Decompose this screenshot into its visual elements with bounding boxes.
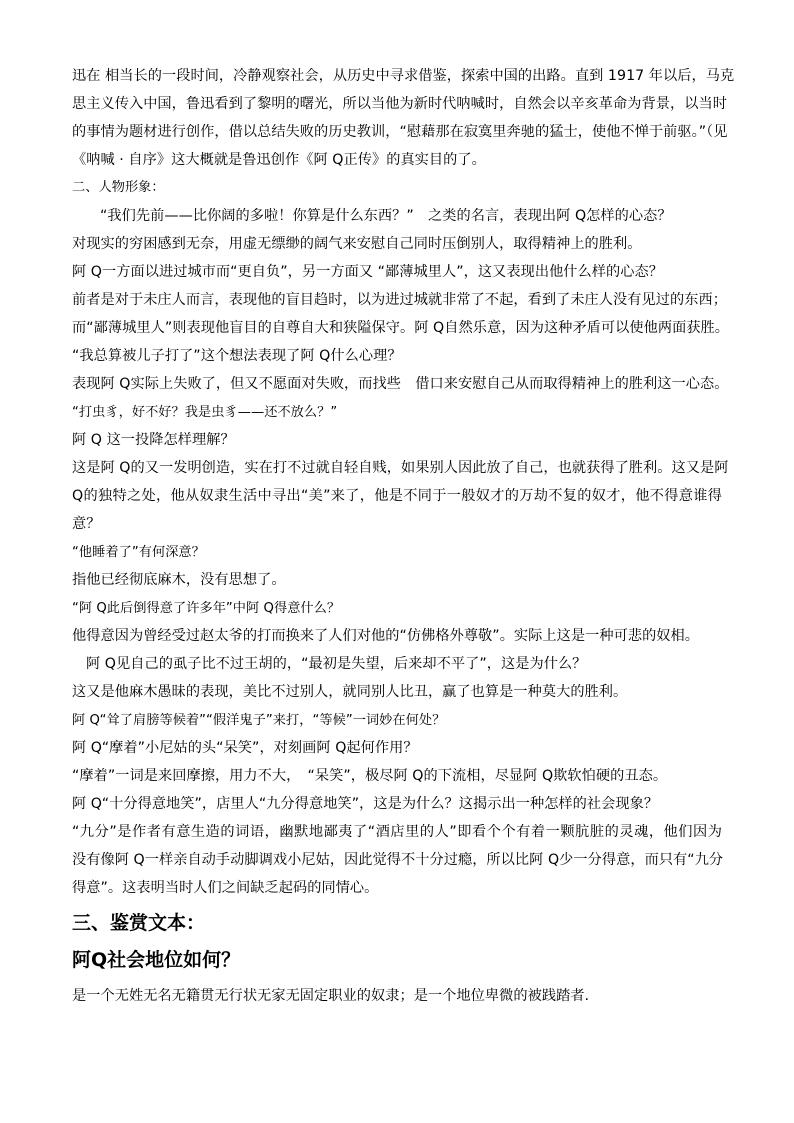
answer-line: 指他已经彻底麻木，没有思想了。 [72, 572, 286, 588]
answer-line: 而“鄙薄城里人”则表现他盲目的自尊自大和狭隘保守。阿 Q自然乐意，因为这种矛盾可以使他两面获胜。 [72, 320, 730, 336]
answer-line: 这是阿 Q的又一发明创造，实在打不过就自轻自贱，如果别人因此放了自己，也就获得了胜利。这又是阿 [72, 460, 729, 476]
question-line: 阿 Q见自己的虱子比不过王胡的，“最初是失望，后来却不平了”，这是为什么？ [86, 656, 587, 672]
paragraph-line: 迅在 相当长的一段时间，冷静观察社会，从历史中寻求借鉴，探索中国的出路。直到 1917 年以后，马克 [72, 68, 735, 84]
question-line: “我总算被儿子打了”这个想法表现了阿 Q什么心理？ [72, 348, 402, 364]
answer-line: “九分”是作者有意生造的词语，幽默地鄙夷了“酒店里的人”即看个个有着一颗肮脏的灵魂，他们因为 [72, 824, 722, 840]
question-line: “阿 Q此后倒得意了许多年”中阿 Q得意什么？ [72, 601, 341, 616]
question-line: 阿 Q“十分得意地笑”，店里人“九分得意地笑”，这是为什么？这揭示出一种怎样的社会现象？ [72, 796, 659, 812]
answer-line: 得意”。这表明当时人们之间缺乏起码的同情心。 [72, 880, 379, 896]
answer-line: 意？ [72, 516, 101, 532]
question-line: 阿 Q“耸了肩膀等候着”“假洋鬼子”来打，“等候”一词妙在何处？ [72, 713, 446, 728]
section-heading-characters: 二、人物形象： [72, 180, 165, 195]
answer-line: 表现阿 Q实际上失败了，但又不愿面对失败，而找些 借口来安慰自己从而取得精神上的胜利这一心态。 [72, 376, 729, 392]
paragraph-line: 的事情为题材进行创作，借以总结失败的历史教训，“慰藉那在寂寞里奔驰的猛士，使他不惮于前驱。”（见 [72, 124, 728, 140]
quote-line: “打虫豸，好不好？我是虫豸——还不放么？” [72, 405, 338, 420]
answer-line: 没有像阿 Q一样亲自动手动脚调戏小尼姑，因此觉得不十分过瘾，所以比阿 Q少一分得意，而只有“九分 [72, 852, 724, 868]
question-line: 阿 Q 这一投降怎样理解？ [72, 432, 235, 448]
answer-line: 他得意因为曾经受过赵太爷的打而换来了人们对他的“仿佛格外尊敬”。实际上这是一种可悲的奴相。 [72, 628, 700, 644]
question-line: 阿 Q“摩着”小尼姑的头“呆笑”，对刻画阿 Q起何作用？ [72, 740, 418, 756]
answer-line: 这又是他麻木愚昧的表现，美比不过别人，就同别人比丑，赢了也算是一种莫大的胜利。 [72, 684, 628, 700]
section-heading-appreciation: 三、鉴赏文本： [72, 912, 206, 934]
answer-line: Q的独特之处，他从奴隶生活中寻出“美”来了，他是不同于一般奴才的万劫不复的奴才，他不得意谁得 [72, 488, 722, 504]
paragraph-line: 思主义传入中国，鲁迅看到了黎明的曙光，所以当他为新时代呐喊时，自然会以辛亥革命为背景，以当时 [72, 96, 727, 112]
question-line: “我们先前——比你阔的多啦！你算是什么东西？” 之类的名言，表现出阿 Q怎样的心态？ [100, 208, 672, 224]
answer-line: 对现实的穷困感到无奈，用虚无缥缈的阔气来安慰自己同时压倒别人，取得精神上的胜利。 [72, 236, 642, 252]
answer-line: 是一个无姓无名无籍贯无行状无家无固定职业的奴隶；是一个地位卑微的被践踏者. [72, 988, 590, 1004]
answer-line: “摩着”一词是来回摩擦，用力不大， “呆笑”，极尽阿 Q的下流相，尽显阿 Q欺软怕硬的丑态。 [72, 768, 668, 784]
question-line: “他睡着了”有何深意？ [72, 545, 205, 560]
subheading-social-status: 阿Q社会地位如何？ [72, 949, 241, 971]
answer-line: 前者是对于未庄人而言，表现他的盲目趋时，以为进过城就非常了不起，看到了未庄人没有见过的东西； [72, 292, 727, 308]
question-line: 阿 Q一方面以进过城市而“更自负”，另一方面又 “鄙薄城里人”，这又表现出他什么样的心态？ [72, 264, 663, 280]
paragraph-line: 《呐喊 · 自序》这大概就是鲁迅创作《阿 Q正传》的真实目的了。 [72, 152, 486, 168]
